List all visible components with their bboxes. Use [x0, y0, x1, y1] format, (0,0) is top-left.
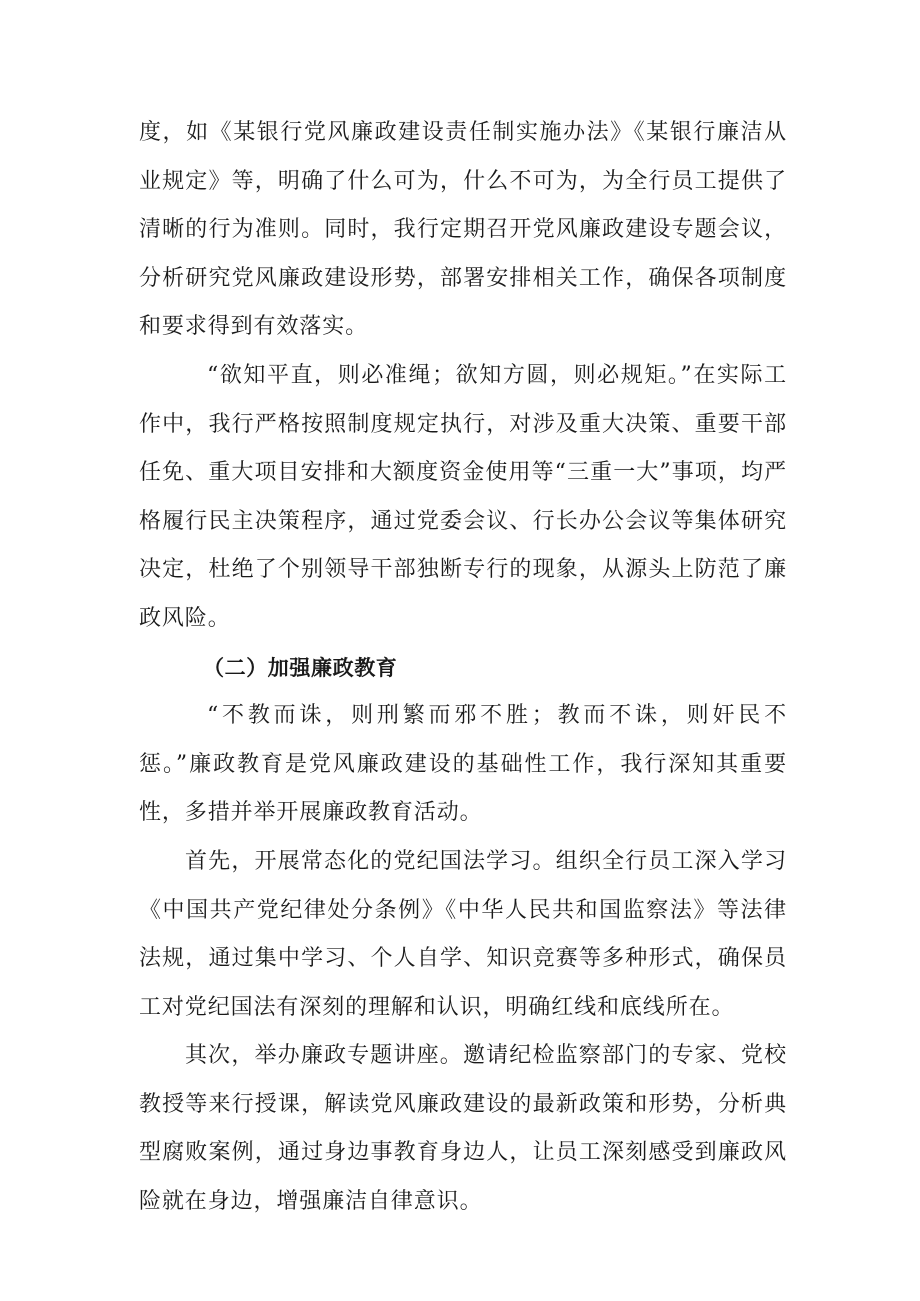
paragraph-regulations: 度，如《某银行党风廉政建设责任制实施办法》《某银行廉洁从业规定》等，明确了什么可为，什么不可为，为全行员工提供了清晰的行为准则。同时，我行定期召开党风廉政建设专题会议，分析研究党风廉政建设形势，部署安排相关工作，确保各项制度和要求得到有效落实。 — [139, 120, 787, 340]
paragraph-education-intro: “不教而诛，则刑繁而邪不胜；教而不诛，则奸民不惩。”廉政教育是党风廉政建设的基础性工作，我行深知其重要性，多措并举开展廉政教育活动。 — [139, 703, 787, 826]
paragraph-law-study: 首先，开展常态化的党纪国法学习。组织全行员工深入学习《中国共产党纪律处分条例》《中华人民共和国监察法》等法律法规，通过集中学习、个人自学、知识竞赛等多种形式，确保员工对党纪国法有深刻的理解和认识，明确红线和底线所在。 — [139, 848, 787, 1020]
section-heading: （二）加强廉政教育 — [203, 655, 398, 680]
document-body — [139, 109, 787, 1227]
paragraph-decision-making: “欲知平直，则必准绳；欲知方圆，则必规矩。”在实际工作中，我行严格按照制度规定执行，对涉及重大决策、重要干部任免、重大项目安排和大额度资金使用等“三重一大”事项，均严格履行民主决策程序，通过党委会议、行长办公会议等集体研究决定，杜绝了个别领导干部独断专行的现象，从源头上防范了廉政风险。 — [139, 362, 787, 631]
paragraph-lectures: 其次，举办廉政专题讲座。邀请纪检监察部门的专家、党校教授等来行授课，解读党风廉政建设的最新政策和形势，分析典型腐败案例，通过身边事教育身边人，让员工深刻感受到廉政风险就在身边，增强廉洁自律意识。 — [139, 1043, 787, 1215]
